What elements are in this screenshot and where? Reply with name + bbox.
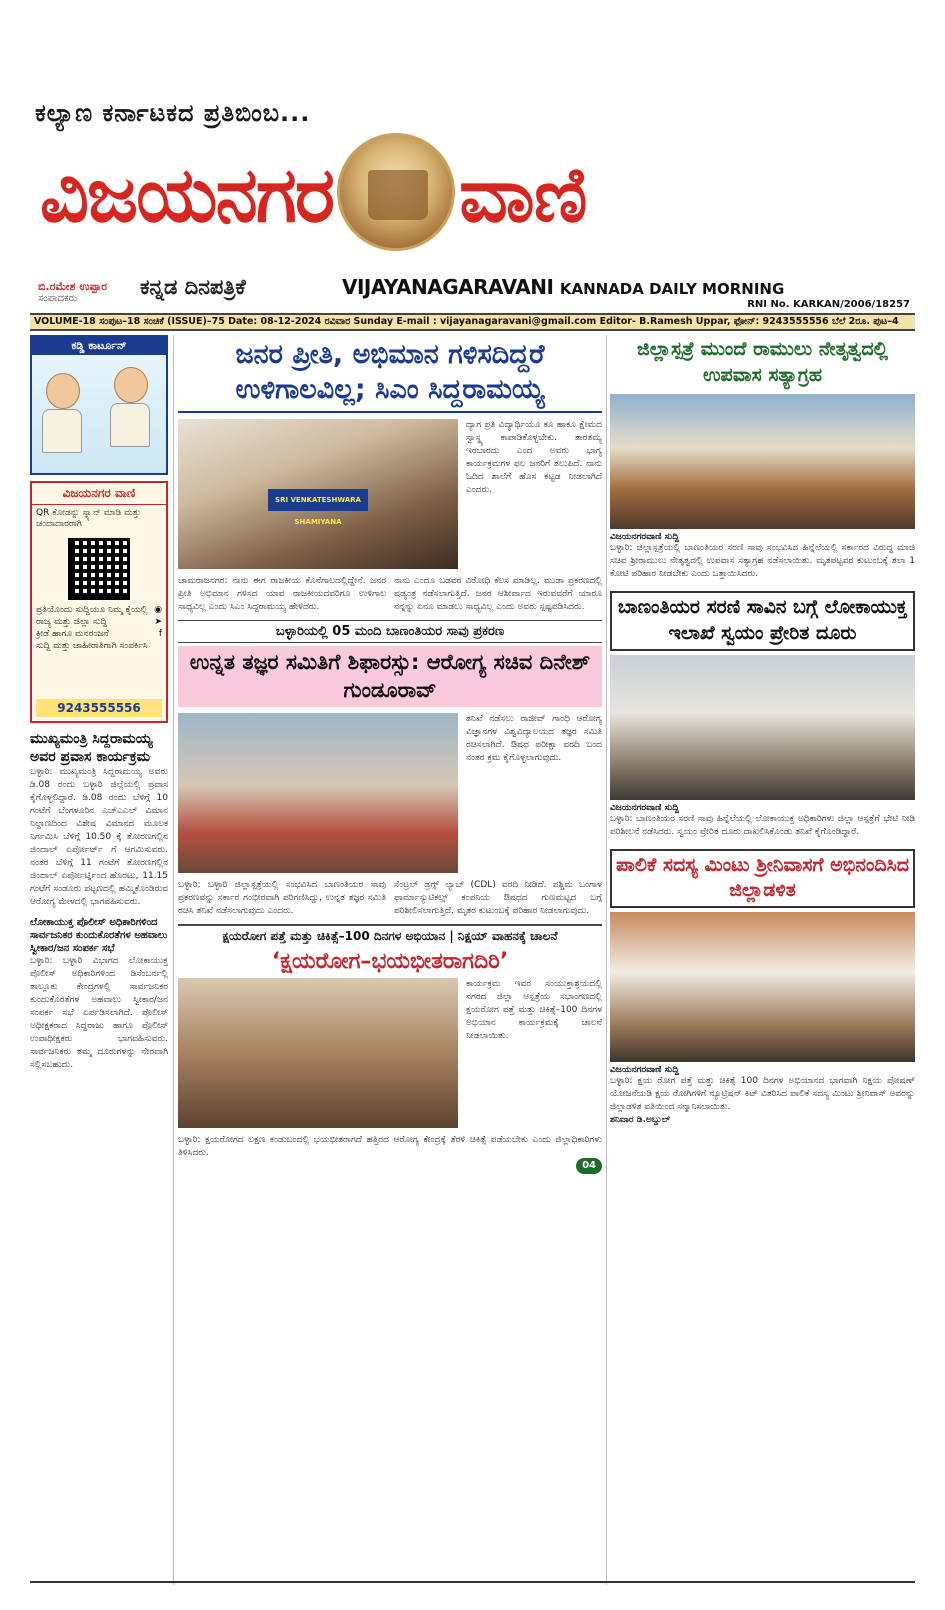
lead-article-col1: ದ್ಯಾಗ ಪ್ರತಿ ವಿದ್ಯಾರ್ಥಿಯೂ ಕೂ ಹಾಕೂ ಕ್ಷೇಮದ ಸ್ವಾಸ್ಥ್ಯ ಕಾಪಾಡಿಕೊಳ್ಳಬೇಕು. ತಾರತಮ್ಯ ಇರಬಾರದು ಎಂದ ಅವರು ಭಾಗ್ಯ ಕಾರ್ಯಕ್ರಮಗಳ ಫಲ ಜನರಿಗೆ ತಲುಪಿದೆ. ನಾನು ಓದಿದ ಶಾಲೆಗೆ ಹೊಸ ಕಟ್ಟಡ ನೀಡಲಾಗಿದೆ ಎಂದರು. <box>466 420 602 496</box>
cm-tour-headline: ಮುಖ್ಯಮಂತ್ರಿ ಸಿದ್ದರಾಮಯ್ಯ ಅವರ ಪ್ರವಾಸ ಕಾರ್ಯಕ್ರಮ <box>30 731 153 765</box>
hunger-strike-headline: ಜಿಲ್ಲಾಸ್ಪತ್ರೆ ಮುಂದೆ ರಾಮುಲು ನೇತೃತ್ವದಲ್ಲಿ ಉಪವಾಸ ಸತ್ಯಾಗ್ರಹ <box>636 338 889 386</box>
editor-role: ಸಂಪಾದಕರು <box>38 293 78 305</box>
ad-row: ಪ್ರತಿಯೊಂದು ಸುದ್ದಿಯೂ ನಿಮ್ಮ ಕೈಯಲ್ಲಿ ◉ <box>36 604 162 615</box>
ad-row: ಸುದ್ದಿ ಮತ್ತು ಜಾಹೀರಾತಿಗಾಗಿ ಸಂಪರ್ಕಿಸಿ <box>36 640 148 651</box>
lokayukta-complaint-article: ಬಳ್ಳಾರಿ: ಬಾಣಂತಿಯರ ಸರಣಿ ಸಾವು ಹಿನ್ನೆಲೆಯಲ್ಲಿ ಲೋಕಾಯುಕ್ತ ಅಧಿಕಾರಿಗಳು ಜಿಲ್ಲಾ ಆಸ್ಪತ್ರೆಗೆ ಭೇಟಿ ನೀಡಿ ಪರಿಶೀಲನೆ ನಡೆಸಿದರು. ಸ್ವಯಂ ಪ್ರೇರಿತ ದೂರು ದಾಖಲಿಸಿಕೊಂಡು ತನಿಖೆ ಕೈಗೊಂಡಿದ್ದಾರೆ. <box>610 813 915 837</box>
lokayukta-meeting-headline: ಲೋಕಾಯುಕ್ತ ಪೊಲೀಸ್ ಅಧಿಕಾರಿಗಳಿಂದ ಸಾರ್ವಜನಿಕರ ಕುಂದುಕೊರತೆಗಳ ಅಹವಾಲು ಸ್ವೀಕಾರ/ಜನ ಸಂಪರ್ಕ ಸಭೆ <box>30 916 168 954</box>
middle-column <box>178 335 602 1174</box>
felicitation-headline: ಪಾಲಿಕೆ ಸದಸ್ಯ ಮಿಂಟು ಶ್ರೀನಿವಾಸಗೆ ಅಭಿನಂದಿಸಿದ ಜಿಲ್ಲಾಡಳಿತ <box>610 849 915 908</box>
expert-committee-headline: ಉನ್ನತ ತಜ್ಞರ ಸಮಿತಿಗೆ ಶಿಫಾರಸ್ಸು: ಆರೋಗ್ಯ ಸಚಿವ ದಿನೇಶ್ ಗುಂಡೂರಾವ್ <box>178 646 602 707</box>
facebook-icon: f <box>158 628 162 639</box>
ad-phone-number: 9243555556 <box>36 699 162 717</box>
tb-campaign-headline: ‘ಕ್ಷಯರೋಗ–ಭಯಭೀತರಾಗದಿರಿ’ <box>271 949 509 975</box>
ad-row: ಕ್ರೀಡೆ ಹಾಗೂ ಮನರಂಜನೆ f <box>36 628 162 639</box>
expert-article-col2: ಬಳ್ಳಾರಿ: ಬಳ್ಳಾರಿ ಜಿಲ್ಲಾಸ್ಪತ್ರೆಯಲ್ಲಿ ಸಂಭವಿಸಿದ ಬಾಣಂತಿಯರ ಸಾವು ಪ್ರಕರಣವನ್ನು ಸರ್ಕಾರ ಗಂಭೀರವಾಗಿ ಪರಿಗಣಿಸಿದ್ದು, ಉನ್ನತ ತಜ್ಞರ ಸಮಿತಿ ರಚಿಸಿ ತನಿಖೆ ನಡೆಸಲಾಗುವುದು ಎಂದರು. <box>178 879 386 917</box>
article-signoff: ಶನಿವಾರ ಡಿ.ಅಬ್ದುಲ್ <box>610 1115 671 1126</box>
felicitation-photo <box>610 912 915 1062</box>
telegram-icon: ➤ <box>154 616 162 627</box>
maternal-deaths-strap: ಬಳ್ಳಾರಿಯಲ್ಲಿ 05 ಮಂದಿ ಬಾಣಂತಿಯರ ಸಾವು ಪ್ರಕರಣ <box>178 620 602 643</box>
tb-article-col1: ಕಾರ್ಯಕ್ರಮ ಇವರ ಸಂಯುಕ್ತಾಶ್ರಯದಲ್ಲಿ ನಗರದ ಜಿಲ್ಲಾ ಆಸ್ಪತ್ರೆಯ ಸಭಾಂಗಣದಲ್ಲಿ ಕ್ಷಯರೋಗ ಪತ್ತೆ ಮತ್ತು ಚಿಕಿತ್ಸೆ–100 ದಿನಗಳ ಅಭಿಯಾನ ಕಾರ್ಯಕ್ರಮಕ್ಕೆ ಚಾಲನೆ ನೀಡಲಾಯಿತು. <box>466 979 602 1042</box>
lokayukta-complaint-headline: ಬಾಣಂತಿಯರ ಸರಣಿ ಸಾವಿನ ಬಗ್ಗೆ ಲೋಕಾಯುಕ್ತ ಇಲಾಖೆ ಸ್ವಯಂ ಪ್ರೇರಿತ ದೂರು <box>610 591 915 650</box>
left-column <box>30 335 168 1072</box>
editor-name: ಬಿ.ರಮೇಶ ಉಪ್ಪಾರ <box>38 280 108 293</box>
lokayukta-meeting-article: ಬಳ್ಳಾರಿ: ಬಳ್ಳಾರಿ ವಿಭಾಗದ ಲೋಕಾಯುಕ್ತ ಪೊಲೀಸ್ ಅಧಿಕಾರಿಗಳಿಂದ ಡಿಸೆಂಬರ್ನಲ್ಲಿ ತಾಲ್ಲೂಕು ಕೇಂದ್ರಗಳಲ್ಲಿ ಸಾರ್ವಜನಿಕರ ಕುಂದುಕೊರತೆಗಳ ಅಹವಾಲು ಸ್ವೀಕಾರ/ಜನ ಸಂಪರ್ಕ ಸಭೆ ಏರ್ಪಡಿಸಲಾಗಿದೆ. ಪೊಲೀಸ್ ಅಧೀಕ್ಷಕರಾದ ಸಿದ್ದರಾಜು ಹಾಗೂ ಪೊಲೀಸ್ ಉಪಾಧೀಕ್ಷಕರು ಭಾಗವಹಿಸುವರು. ಸಾರ್ವಜನಿಕರು ತಮ್ಮ ದೂರುಗಳನ್ನು ನೇರವಾಗಿ ಸಲ್ಲಿಸಬಹುದು. <box>30 955 168 1070</box>
tb-campaign-photo <box>178 978 458 1128</box>
ad-row: ರಾಜ್ಯ ಮತ್ತು ಜಿಲ್ಲಾ ಸುದ್ದಿ ➤ <box>36 616 162 627</box>
shamiyana-banner: SRI VENKATESHWARA SHAMIYANA <box>268 489 368 511</box>
daily-en-sub: KANNADA DAILY MORNING <box>559 280 785 298</box>
hunger-strike-photo <box>610 394 915 529</box>
cartoon-face-icon <box>46 373 80 409</box>
column-divider <box>606 335 607 1585</box>
newspaper-logo <box>40 141 587 259</box>
cartoon-body-icon <box>110 403 150 447</box>
expert-article-col1: ತನಿಖೆ ನಡೆಸಲು ರಾಜೀವ್ ಗಾಂಧಿ ಆರೋಗ್ಯ ವಿಜ್ಞಾನಗಳ ವಿಶ್ವವಿದ್ಯಾಲಯದ ತಜ್ಞರ ಸಮಿತಿ ರಚಿಸಲಾಗಿದೆ. ಔಷಧ ಪರೀಕ್ಷಾ ವರದಿ ಬಂದ ನಂತರ ಕ್ರಮ ಕೈಗೊಳ್ಳಲಾಗುವುದು. <box>466 713 602 764</box>
daily-label-kannada: ಕನ್ನಡ ದಿನಪತ್ರಿಕೆ <box>140 275 246 299</box>
masthead-tagline: ಕಲ್ಯಾಣ ಕರ್ನಾಟಕದ ಪ್ರತಿಬಿಂಬ... <box>35 99 311 127</box>
newspaper-page <box>30 95 915 1585</box>
lokayukta-visit-photo <box>610 655 915 800</box>
continued-page-tag[interactable]: 04 <box>576 1158 602 1175</box>
lead-article-col3: ನಾನು ಎಂದೂ ಬಡವರ ವಿರೋಧಿ ಕೆಲಸ ಮಾಡಿಲ್ಲ. ಮುಡಾ ಪ್ರಕರಣದಲ್ಲಿ ಷಡ್ಯಂತ್ರ ನಡೆಸಲಾಗುತ್ತಿದೆ. ಜನರ ಆಶೀರ್ವಾದ ಇರುವವರೆಗೆ ಯಾರೂ ನನ್ನನ್ನು ಏನೂ ಮಾಡಲು ಸಾಧ್ಯವಿಲ್ಲ ಎಂದು ಅವರು ಸ್ಪಷ್ಟಪಡಿಸಿದರು. <box>394 576 602 613</box>
logo-text-part1: ವಿಜಯನಗರ <box>40 150 334 239</box>
cartoon-body-icon <box>42 409 82 453</box>
editor-credit <box>38 280 107 305</box>
expert-article-col3: ಸೆಂಟ್ರಲ್ ಡ್ರಗ್ಸ್ ಲ್ಯಾಬ್ (CDL) ವರದಿ ನೀಡಿದೆ. ಪಶ್ಚಿಮ ಬಂಗಾಳ ಫಾರ್ಮಾಸ್ಯುಟಿಕಲ್ಸ್ ಕಂಪನಿಯ ಔಷಧದ ಗುಣಮಟ್ಟದ ಬಗ್ಗೆ ಪರಿಶೀಲಿಸಲಾಗುತ್ತಿದೆ. ಮೃತರ ಕುಟುಂಬಕ್ಕೆ ಪರಿಹಾರ ನೀಡಲಾಗುವುದು. <box>394 879 602 917</box>
news-credit: ವಿಜಯನಗರವಾಣಿ ಸುದ್ದಿ <box>610 1065 679 1076</box>
right-column <box>610 335 915 1127</box>
news-credit: ವಿಜಯನಗರವಾಣಿ ಸುದ್ದಿ <box>610 802 679 813</box>
qr-code-icon[interactable] <box>68 538 130 600</box>
hospital-visit-photo <box>178 713 458 873</box>
cartoon-face-icon <box>114 367 148 403</box>
cartoon-illustration <box>32 355 166 473</box>
news-credit: ವಿಜಯನಗರವಾಣಿ ಸುದ್ದಿ <box>610 532 679 543</box>
lead-headline: ಜನರ ಪ್ರೀತಿ, ಅಭಿಮಾನ ಗಳಿಸದಿದ್ದರೆ ಉಳಿಗಾಲವಿಲ್ಲ; ಸಿಎಂ ಸಿದ್ದರಾಮಯ್ಯ <box>178 335 602 413</box>
felicitation-article: ಬಳ್ಳಾರಿ: ಕ್ಷಯ ರೋಗ ಪತ್ತೆ ಮತ್ತು ಚಿಕಿತ್ಸೆ 100 ದಿನಗಳ ಅಭಿಯಾನದ ಭಾಗವಾಗಿ ನಿಕ್ಷಯ ಪೋಷಣ್ ಯೋಜನೆಯಡಿ ಕ್ಷಯ ರೋಗಿಗಳಿಗೆ ನ್ಯೂಟ್ರಿಷನ್ ಕಿಟ್ ವಿತರಿಸಿದ ಪಾಲಿಕೆ ಸದಸ್ಯ ಮಿಂಟು ಶ್ರೀನಿವಾಸ್ ಅವರನ್ನು ಜಿಲ್ಲಾಡಳಿತ ವತಿಯಿಂದ ಸನ್ಮಾನಿಸಲಾಯಿತು. <box>610 1076 915 1113</box>
tb-article-col2: ಬಳ್ಳಾರಿ: ಕ್ಷಯರೋಗದ ಲಕ್ಷಣ ಕಂಡುಬಂದಲ್ಲಿ ಭಯಭೀತರಾಗದೆ ಹತ್ತಿರದ ಆರೋಗ್ಯ ಕೇಂದ್ರಕ್ಕೆ ತೆರಳಿ ಚಿಕಿತ್ಸೆ ಪಡೆಯಬೇಕು ಎಂದು ಜಿಲ್ಲಾಧಿಕಾರಿಗಳು ತಿಳಿಸಿದರು. 04 <box>178 1134 602 1174</box>
cm-speech-photo <box>178 419 458 569</box>
rni-number: RNI No. KARKAN/2006/18257 <box>747 299 910 310</box>
tb-campaign-strap: ಕ್ಷಯರೋಗ ಪತ್ತೆ ಮತ್ತು ಚಿಕಿತ್ಸೆ–100 ದಿನಗಳ ಅಭಿಯಾನ | ನಿಕ್ಷಯ್ ವಾಹನಕ್ಕೆ ಚಾಲನೆ <box>178 924 602 947</box>
cartoon-box <box>30 335 168 475</box>
whatsapp-icon: ◉ <box>154 604 162 615</box>
bottom-rule <box>30 1581 915 1583</box>
logo-text-part2: ವಾಣಿ <box>459 150 587 239</box>
stone-chariot-emblem-icon <box>337 133 455 251</box>
subscription-ad <box>30 481 168 723</box>
ad-text: QR ಕೋಡನ್ನು ಸ್ಕ್ಯಾನ್ ಮಾಡಿ ಮತ್ತು ಚಂದಾದಾರರಾಗಿ <box>36 508 142 530</box>
daily-en-name: VIJAYANAGARAVANI <box>342 275 554 299</box>
hunger-strike-article: ಬಳ್ಳಾರಿ: ಜಿಲ್ಲಾಸ್ಪತ್ರೆಯಲ್ಲಿ ಬಾಣಂತಿಯರ ಸರಣಿ ಸಾವು ಸಂಭವಿಸಿದ ಹಿನ್ನೆಲೆಯಲ್ಲಿ ಸರ್ಕಾರದ ವಿರುದ್ಧ ಮಾಜಿ ಸಚಿವ ಶ್ರೀರಾಮುಲು ನೇತೃತ್ವದಲ್ಲಿ ಉಪವಾಸ ಸತ್ಯಾಗ್ರಹ ನಡೆಸಲಾಯಿತು. ಮೃತಪಟ್ಟವರ ಕುಟುಂಬಕ್ಕೆ ತಲಾ 1 ಕೋಟಿ ಪರಿಹಾರ ನೀಡಬೇಕು ಎಂದು ಒತ್ತಾಯಿಸಿದರು. <box>610 543 915 580</box>
ad-title: ವಿಜಯನಗರ ವಾಣಿ <box>32 483 166 505</box>
cm-tour-article: ಬಳ್ಳಾರಿ: ಮುಖ್ಯಮಂತ್ರಿ ಸಿದ್ದರಾಮಯ್ಯ ಅವರು ಡಿ.08 ರಂದು ಬಳ್ಳಾರಿ ಜಿಲ್ಲೆಯಲ್ಲಿ ಪ್ರವಾಸ ಕೈಗೊಳ್ಳಲಿದ್ದಾರೆ. ಡಿ.08 ರಂದು ಬೆಳಿಗ್ಗೆ 10 ಗಂಟೆಗೆ ಬೆಂಗಳೂರಿನ ಎಚ್ಎಎಲ್ ವಿಮಾನ ನಿಲ್ದಾಣದಿಂದ ವಿಶೇಷ ವಿಮಾನದ ಮೂಲಕ ನಿರ್ಗಮಿಸಿ ಬೆಳಿಗ್ಗೆ 10.50 ಕ್ಕೆ ತೋರಣಗಲ್ಲಿನ ಜಿಂದಾಲ್ ಏರ್ಪೋರ್ಟ್ ಗೆ ಆಗಮಿಸುವರು. ನಂತರ ಬೆಳಿಗ್ಗೆ 11 ಗಂಟೆಗೆ ತೋರಣಗಲ್ಲಿನ ಜಿಂದಾಲ್ ಏರ್ಪೋರ್ಟ್ನಿಂದ ಹೊರಟು, 11.15 ಗಂಟೆಗೆ ಸಂಡೂರು ಪಟ್ಟಣದಲ್ಲಿ ಹಮ್ಮಿಕೊಂಡಿರುವ ಆರೋಗ್ಯ ಮೇಳದಲ್ಲಿ ಭಾಗವಹಿಸುವರು. <box>30 767 168 908</box>
lead-article-col2: ಚಾಮರಾಜನಗರ: ನಾನು ಈಗ ರಾಜಕೀಯ ಕೊನೆಗಾಲದಲ್ಲಿದ್ದೇನೆ. ಜನರ ಪ್ರೀತಿ ಅಭಿಮಾನ ಗಳಿಸದ ಯಾವ ರಾಜಕೀಯದವರಿಗೂ ಉಳಿಗಾಲ ಸಾಧ್ಯವಿಲ್ಲ ಎಂದು ಸಿಎಂ ಸಿದ್ದರಾಮಯ್ಯ ಹೇಳಿದರು. <box>178 576 386 613</box>
daily-label-english <box>342 275 784 299</box>
column-divider <box>173 335 174 1585</box>
cartoon-title: ಕಡ್ಡಿ ಕಾರ್ಟೂನ್ <box>32 337 166 355</box>
issue-info-bar: VOLUME-18 ಸಂಪುಟ–18 ಸಂಚಿಕೆ (ISSUE)–75 Date: 08-12-2024 ರವಿವಾರ Sunday E-mail : vijayanagaravani@gmail.com Editor- B.Ramesh Uppar, ಫೋನ್: 9243555556 ಬೆಲೆ 2ರೂ. ಪುಟ–4 <box>30 313 915 331</box>
